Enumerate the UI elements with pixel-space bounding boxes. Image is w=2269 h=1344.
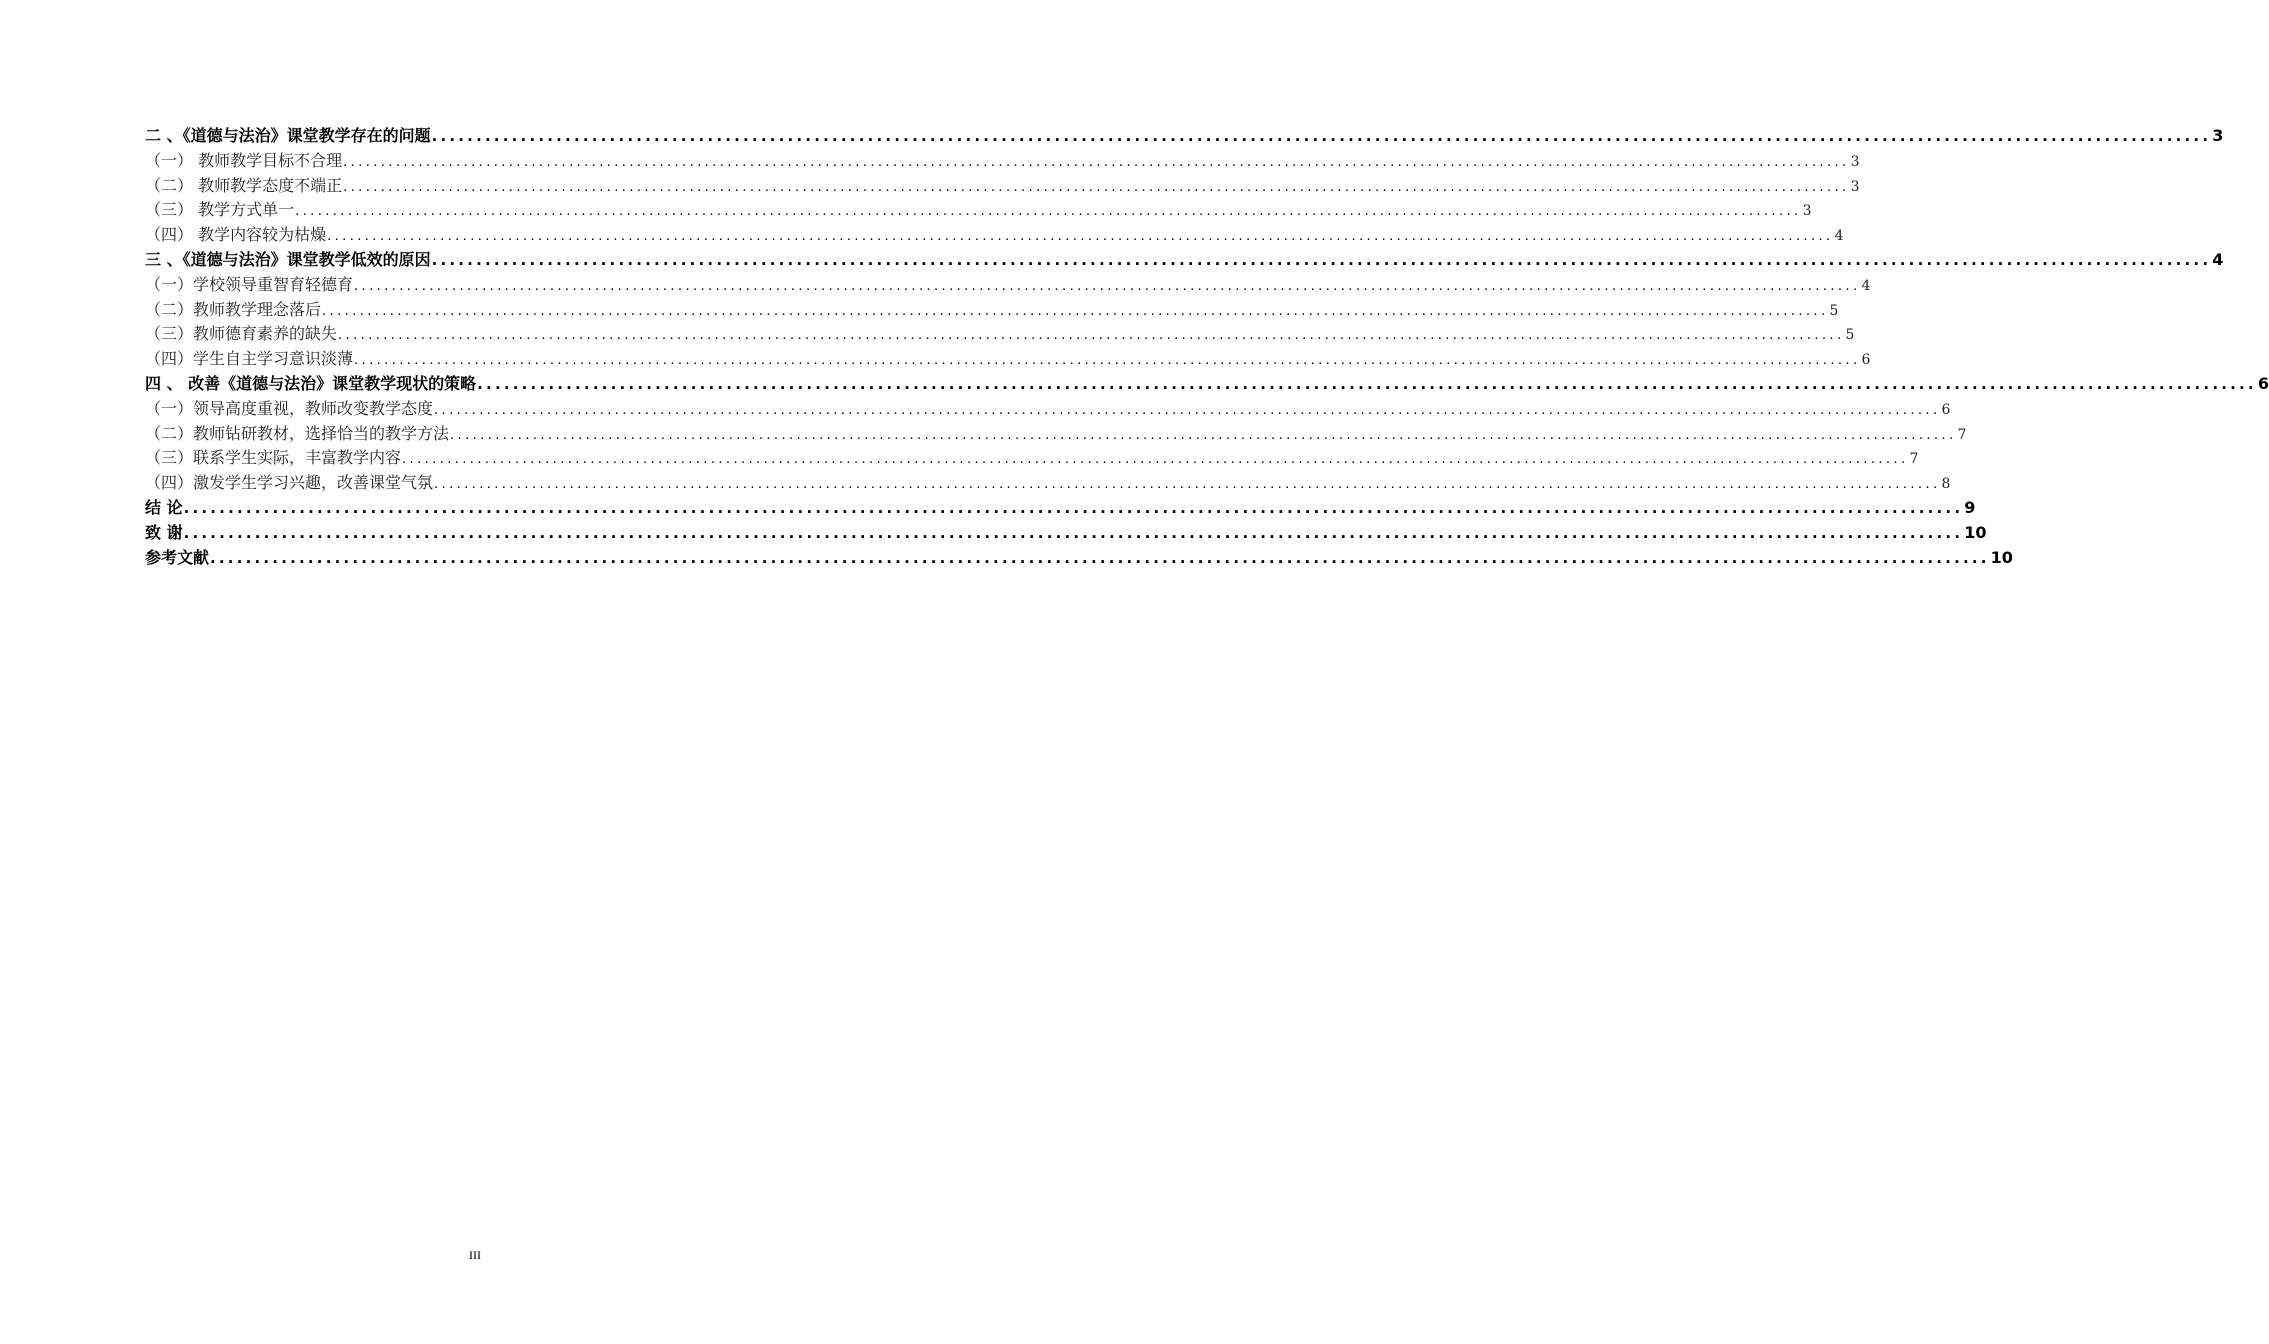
toc-entry[interactable] (145, 471, 1951, 496)
toc-entry[interactable] (145, 546, 2013, 571)
dot-leader: ........................................................................................................................................................................................................ (322, 303, 1829, 319)
toc-entry[interactable] (145, 149, 1860, 174)
toc-entry[interactable] (145, 372, 2269, 397)
toc-entry-page: 7 (1909, 451, 1919, 468)
toc-entry-title: （四） 教学内容较为枯燥 (145, 225, 327, 245)
toc-entry-page: 10 (1964, 522, 1987, 542)
toc-entry-page: 6 (2257, 373, 2269, 393)
toc-entry[interactable] (145, 223, 1844, 248)
dot-leader: ........................................................................................................................................................................................................ (210, 548, 1990, 567)
toc-entry[interactable] (145, 322, 1855, 347)
dot-leader: ........................................................................................................................................................................................................ (295, 204, 1802, 220)
toc-entry[interactable] (145, 298, 1839, 323)
dot-leader: ........................................................................................................................................................................................................ (183, 498, 1964, 517)
toc-entry-page: 9 (1964, 497, 1976, 517)
toc-entry-page: 4 (2212, 249, 2224, 269)
page-number: III (469, 1248, 481, 1262)
toc-entry-title: 三 、《道德与法治》课堂教学低效的原因 (145, 249, 431, 269)
toc-entry-page: 8 (1941, 476, 1951, 493)
toc-entry[interactable] (145, 397, 1951, 422)
dot-leader: ........................................................................................................................................................................................................ (477, 374, 2257, 393)
toc-entry[interactable] (145, 496, 1976, 521)
table-of-contents (145, 124, 2269, 570)
dot-leader: ........................................................................................................................................................................................................ (354, 353, 1861, 369)
dot-leader: ........................................................................................................................................................................................................ (431, 250, 2212, 269)
toc-entry-page: 3 (1802, 203, 1812, 220)
toc-entry-page: 3 (1850, 153, 1860, 170)
toc-entry-title: （一）学校领导重智育轻德育 (145, 274, 354, 294)
toc-entry-page: 6 (1861, 352, 1871, 369)
dot-leader: ........................................................................................................................................................................................................ (343, 179, 1850, 195)
toc-entry[interactable] (145, 198, 1812, 223)
toc-entry-title: （三）联系学生实际，丰富教学内容 (145, 448, 402, 468)
dot-leader: ........................................................................................................................................................................................................ (431, 127, 2212, 145)
toc-entry-title: （四）学生自主学习意识淡薄 (145, 349, 354, 369)
toc-entry-title: 致 谢 (145, 522, 183, 542)
toc-entry-title: （二） 教师教学态度不端正 (145, 175, 343, 195)
toc-entry-page: 4 (1834, 228, 1844, 245)
toc-entry-page: 5 (1829, 302, 1839, 319)
toc-entry[interactable] (145, 347, 1871, 372)
toc-entry-title: （三） 教学方式单一 (145, 200, 295, 220)
toc-entry-page: 3 (1850, 178, 1860, 195)
toc-entry[interactable] (145, 422, 1967, 447)
dot-leader: ........................................................................................................................................................................................................ (343, 154, 1850, 170)
toc-entry-title: （二）教师钻研教材，选择恰当的教学方法 (145, 423, 450, 443)
dot-leader: ........................................................................................................................................................................................................ (183, 523, 1964, 542)
dot-leader: ........................................................................................................................................................................................................ (450, 427, 1957, 443)
dot-leader: ........................................................................................................................................................................................................ (338, 328, 1845, 344)
toc-entry-title: 四 、 改善《道德与法治》课堂教学现状的策略 (145, 373, 477, 393)
toc-entry[interactable] (145, 174, 1860, 199)
toc-entry-title: （四）激发学生学习兴趣，改善课堂气氛 (145, 473, 434, 493)
toc-entry[interactable] (145, 446, 1919, 471)
toc-entry-title: （三）教师德育素养的缺失 (145, 324, 338, 344)
toc-entry-title: 参考文献 (145, 547, 210, 567)
dot-leader: ........................................................................................................................................................................................................ (402, 452, 1909, 468)
toc-entry[interactable] (145, 521, 1987, 546)
dot-leader: ........................................................................................................................................................................................................ (434, 477, 1941, 493)
toc-entry-page: 7 (1957, 426, 1967, 443)
toc-entry-title: （一） 教师教学目标不合理 (145, 150, 343, 170)
toc-entry-page: 3 (2212, 126, 2224, 145)
toc-entry-title: 结 论 (145, 497, 183, 517)
dot-leader: ........................................................................................................................................................................................................ (354, 278, 1861, 294)
toc-entry-title: （一）领导高度重视，教师改变教学态度 (145, 398, 434, 418)
toc-entry[interactable] (145, 273, 1871, 298)
toc-entry-page: 5 (1845, 327, 1855, 344)
toc-entry-title: （二）教师教学理念落后 (145, 299, 322, 319)
toc-entry-title: 二 、《道德与法治》课堂教学存在的问题 (145, 126, 431, 145)
toc-entry[interactable] (145, 124, 2224, 149)
dot-leader: ........................................................................................................................................................................................................ (327, 229, 1834, 245)
toc-entry[interactable] (145, 248, 2224, 273)
toc-entry-page: 4 (1861, 277, 1871, 294)
toc-entry-page: 6 (1941, 401, 1951, 418)
dot-leader: ........................................................................................................................................................................................................ (434, 402, 1941, 418)
toc-entry-page: 10 (1990, 547, 2013, 567)
